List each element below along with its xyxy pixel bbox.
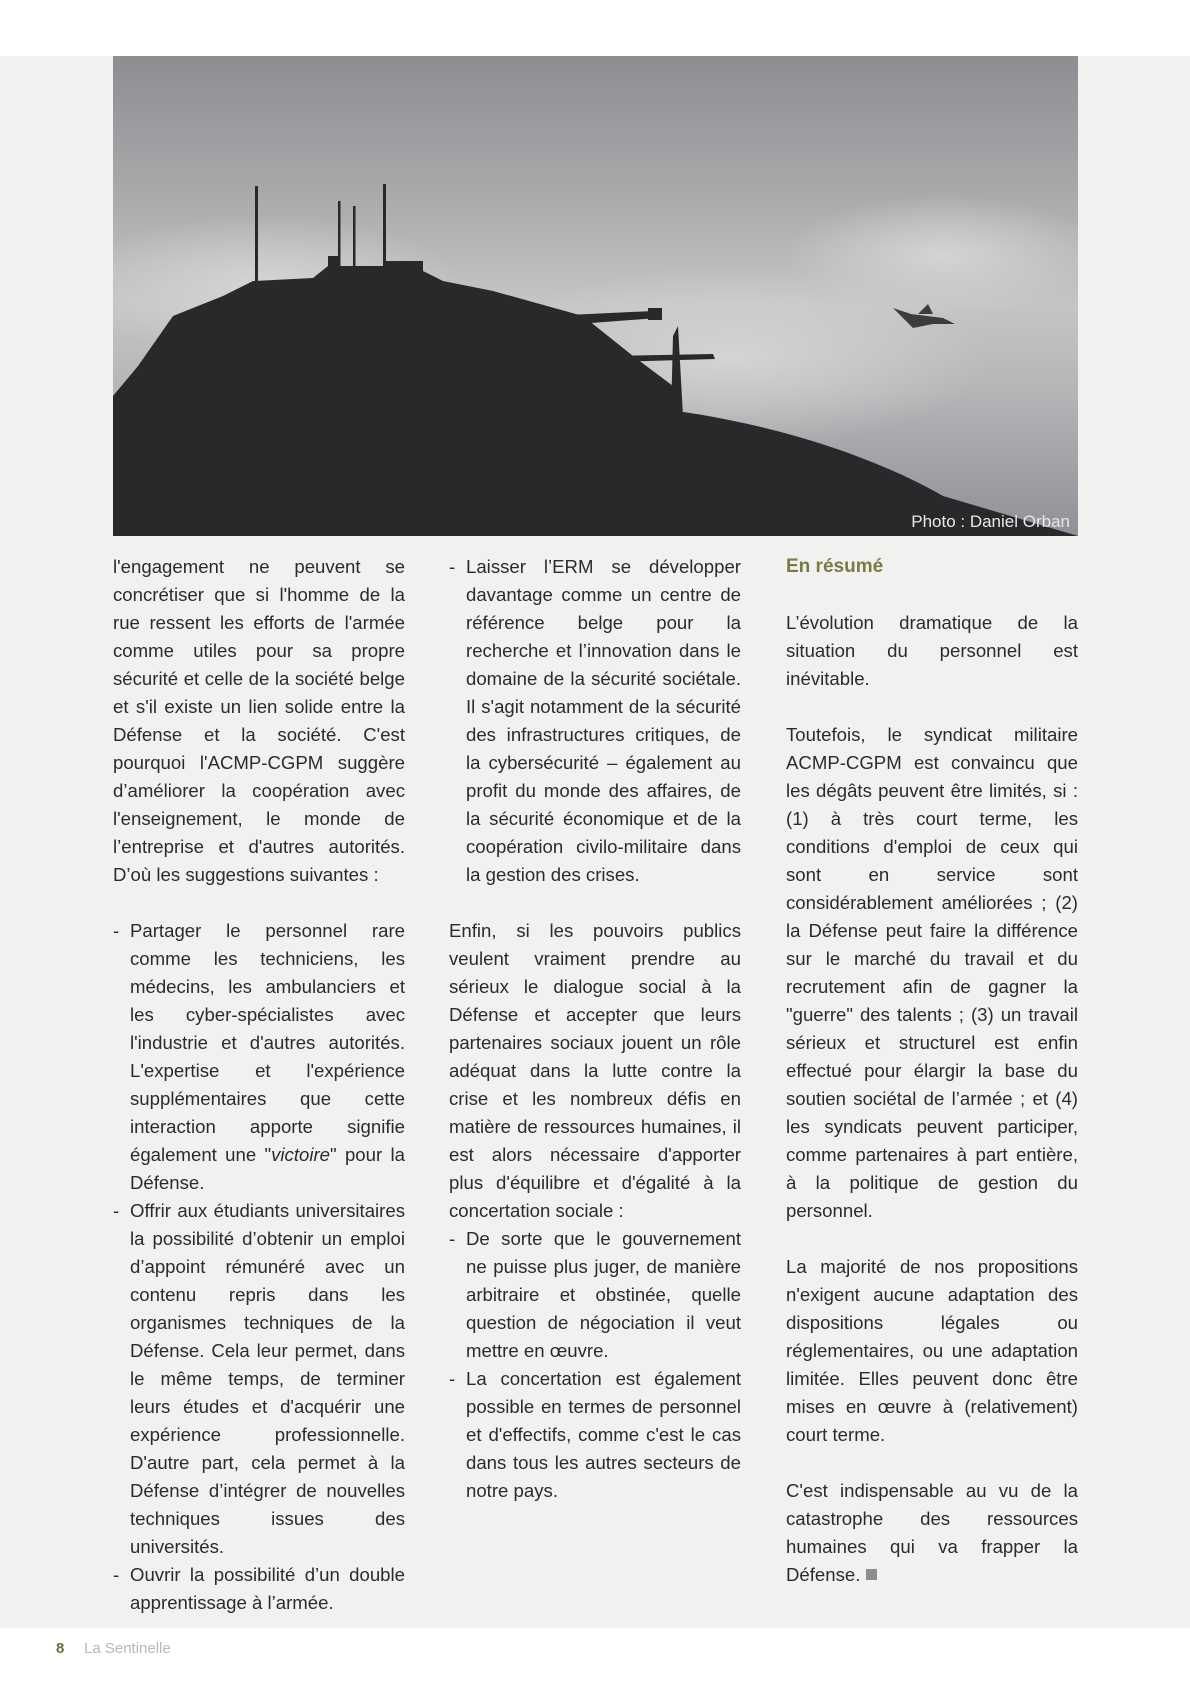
- paragraph-final: [786, 1477, 1078, 1589]
- column-2: [449, 553, 741, 1505]
- footer: [0, 1628, 1190, 1684]
- photo-credit: Photo : Daniel Orban: [911, 512, 1070, 531]
- list-item: - Ouvrir la possibilité d’un double apprentissage à l’armée.: [113, 1561, 405, 1617]
- column-1: [113, 553, 405, 1617]
- paragraph-text: C'est indispensable au vu de la catastrophe des ressources humaines qui va frapper la Défense.: [786, 1480, 1078, 1585]
- suggestions-list-continued: [449, 553, 741, 889]
- paragraph: La majorité de nos propositions n'exigent aucune adaptation des dispositions légales ou réglementaires, ou une adaptation limitée. Elles peuvent donc être mises en œuvre à (relativement) court terme.: [786, 1256, 1078, 1445]
- tank-silhouette-image: [113, 56, 1078, 536]
- section-title: En résumé: [786, 556, 884, 577]
- end-of-article-square-icon: [866, 1569, 877, 1580]
- paragraph: Enfin, si les pouvoirs publics veulent vraiment prendre au sérieux le dialogue social à la Défense et accepter que leurs partenaires sociaux jouent un rôle adéquat dans la lutte contre la crise et les nombreux défis en matière de ressources humaines, il est alors nécessaire d'apporter plus d'équilibre et d'égalité à la concertation sociale :: [449, 920, 741, 1221]
- tank-photo: [113, 56, 1078, 536]
- paragraph: l'engagement ne peuvent se concrétiser que si l'homme de la rue ressent les efforts de l'armée comme utiles pour sa propre sécurité et celle de la société belge et s'il existe un lien solide entre la Défense et la société. C'est pourquoi l'ACMP-CGPM suggère d’améliorer la coopération avec l'enseignement, le monde de l’entreprise et d'autres autorités. D’où les suggestions suivantes :: [113, 556, 405, 885]
- concertation-list: [449, 1225, 741, 1505]
- top-margin: [0, 0, 1190, 56]
- list-item: [113, 917, 405, 1197]
- paragraph: L’évolution dramatique de la situation du personnel est inévitable.: [786, 612, 1078, 689]
- list-item: - Offrir aux étudiants universitaires la possibilité d’obtenir un emploi d’appoint rémunéré avec un contenu repris dans les organismes techniques de la Défense. Cela leur permet, dans le même temps, de terminer leurs études et d'acquérir une expérience professionnelle. D'autre part, cela permet à la Défense d’intégrer de nouvelles techniques issues des universités.: [113, 1197, 405, 1561]
- page-number: 8: [56, 1640, 65, 1657]
- list-item-text-end: " pour la Défense.: [130, 1144, 405, 1193]
- list-item-text-start: Partager le personnel rare comme les techniciens, les médecins, les ambulanciers et les cyber-spécialistes avec l'industrie et d'autres autorités. L'expertise et l'expérience supplémentaires que cette interaction apporte signifie également une ": [130, 920, 405, 1165]
- emphasis-victoire: victoire: [271, 1144, 331, 1165]
- column-3: [786, 553, 1078, 1589]
- paragraph: Toutefois, le syndicat militaire ACMP-CGPM est convaincu que les dégâts peuvent être limités, si : (1) à très court terme, les conditions d'emploi de ceux qui sont en service sont considérablement améliorées ; (2) la Défense peut faire la différence sur le marché du travail et du recrutement afin de gagner la "guerre" des talents ; (3) un travail sérieux et structurel est enfin effectué pour élargir la base du soutien sociétal de l’armée ; et (4) les syndicats peuvent participer, comme partenaires à part entière, à la politique de gestion du personnel.: [786, 724, 1078, 1221]
- publication-name: La Sentinelle: [84, 1640, 171, 1657]
- list-item: - Laisser l’ERM se développer davantage comme un centre de référence belge pour la recherche et l’innovation dans le domaine de la sécurité sociétale. Il s'agit notamment de la sécurité des infrastructures critiques, de la cybersécurité – également au profit du monde des affaires, de la sécurité économique et de la coopération civilo-militaire dans la gestion des crises.: [449, 553, 741, 889]
- suggestions-list: [113, 917, 405, 1617]
- list-item: - De sorte que le gouvernement ne puisse plus juger, de manière arbitraire et obstinée, quelle question de négociation il veut mettre en œuvre.: [449, 1225, 741, 1365]
- list-item: - La concertation est également possible en termes de personnel et d'effectifs, comme c'est le cas dans tous les autres secteurs de notre pays.: [449, 1365, 741, 1505]
